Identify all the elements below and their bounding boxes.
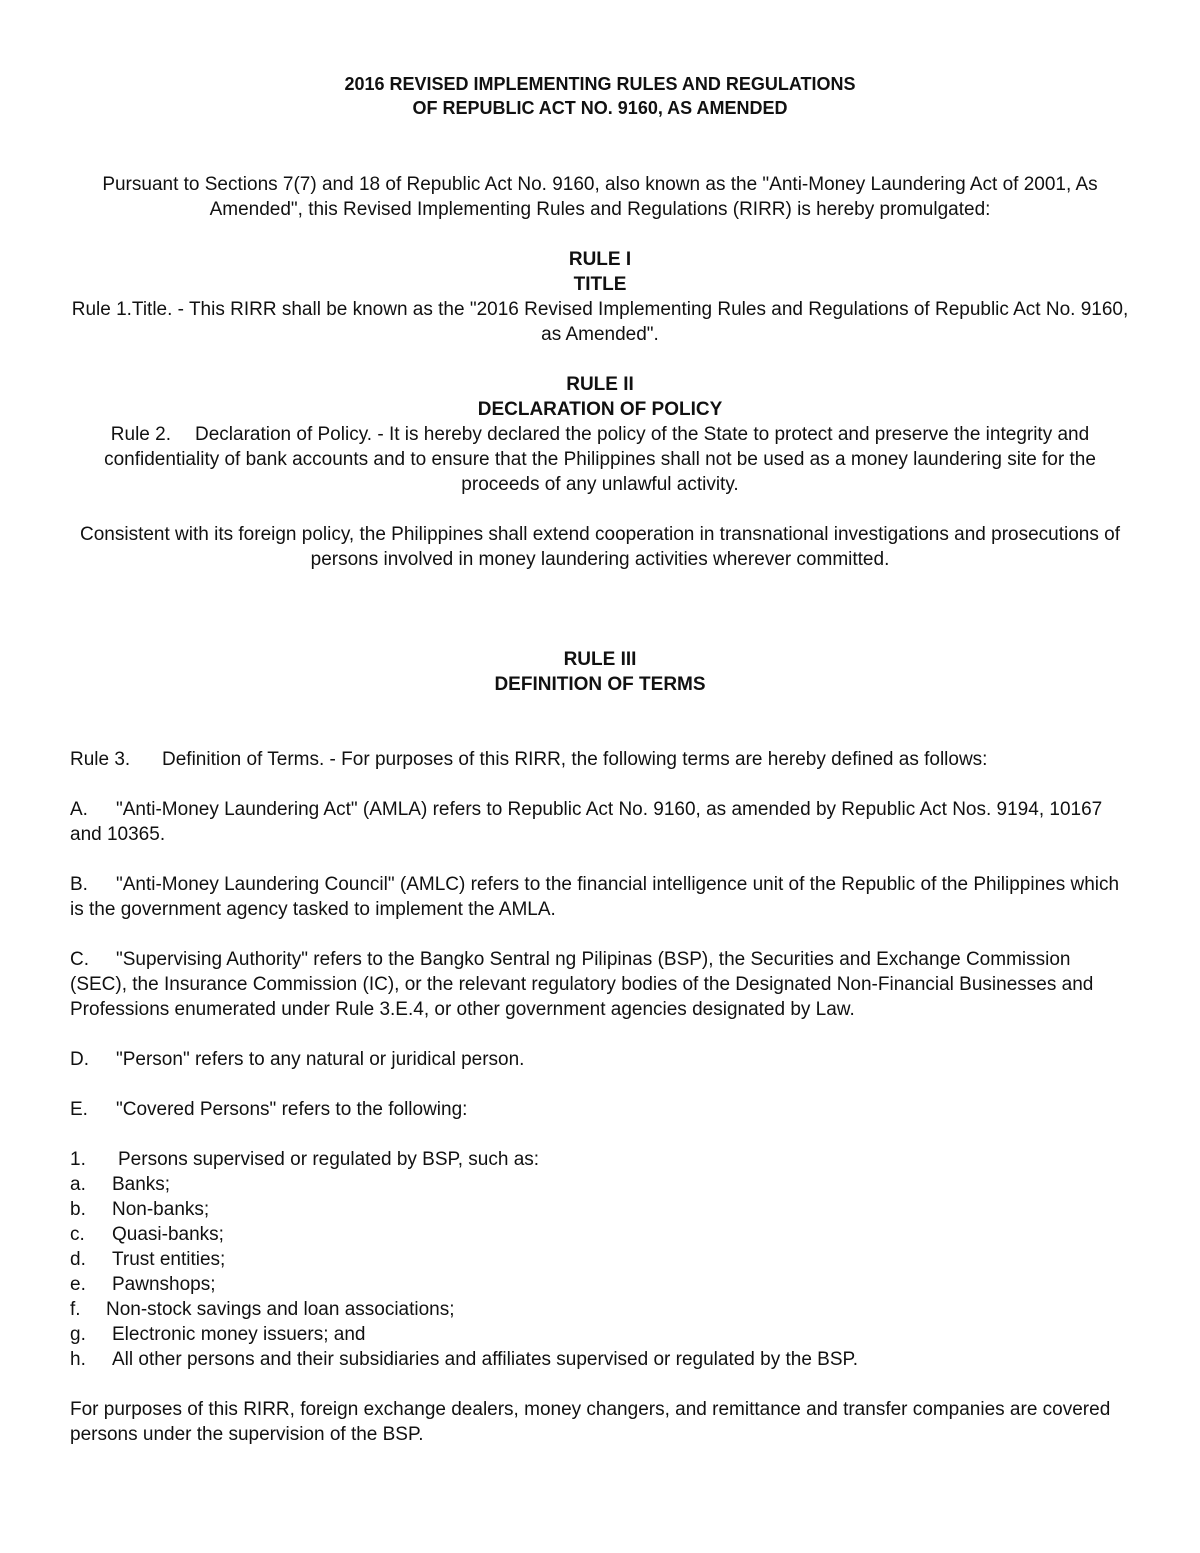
- rule-3-body: [70, 747, 1130, 772]
- list-item: [70, 1247, 1130, 1272]
- list-item: [70, 1172, 1130, 1197]
- list-text: Banks;: [112, 1174, 171, 1195]
- definition-letter: D.: [70, 1049, 89, 1070]
- rule-3-number: RULE III: [563, 649, 637, 670]
- rule-3-heading: DEFINITION OF TERMS: [494, 674, 706, 695]
- list-text: Pawnshops;: [112, 1274, 216, 1295]
- rule-3-section: [70, 647, 1130, 1447]
- rule-2-text: - It is hereby declared the policy of the State to protect and preserve the integrity and confidentiality of bank accounts and to ensure that the Philippines shall not be used as a money laundering site for the proceeds of any unlawful activity.: [104, 424, 1096, 495]
- definition-text: "Person" refers to any natural or juridical person.: [116, 1049, 525, 1070]
- covered-item-1: [70, 1147, 1130, 1172]
- list-text: Trust entities;: [112, 1249, 226, 1270]
- definition-E: [70, 1097, 1130, 1122]
- definition-letter: A.: [70, 799, 88, 820]
- bsp-entity-list: [70, 1172, 1130, 1372]
- definition-letter: E.: [70, 1099, 88, 1120]
- definition-A: [70, 797, 1130, 847]
- definition-text: "Covered Persons" refers to the following:: [116, 1099, 468, 1120]
- item-text: Persons supervised or regulated by BSP, such as:: [118, 1149, 540, 1170]
- document-title-line1: 2016 REVISED IMPLEMENTING RULES AND REGULATIONS: [344, 74, 856, 94]
- rule-3-label: Rule 3.: [70, 749, 131, 770]
- rule-2-number: RULE II: [566, 374, 634, 395]
- rule-3-subject: Definition of Terms.: [162, 749, 325, 770]
- definition-B: [70, 872, 1130, 922]
- rule-1-number: RULE I: [568, 249, 632, 270]
- definition-D: [70, 1047, 1130, 1072]
- list-item: [70, 1297, 1130, 1322]
- list-letter: h.: [70, 1349, 86, 1370]
- list-item: [70, 1197, 1130, 1222]
- rule-3-text: - For purposes of this RIRR, the following terms are hereby defined as follows:: [324, 749, 988, 770]
- rule-2-heading: DECLARATION OF POLICY: [477, 399, 723, 420]
- list-item: [70, 1222, 1130, 1247]
- list-letter: g.: [70, 1324, 86, 1345]
- rule-1-text: - This RIRR shall be known as the "2016 Revised Implementing Rules and Regulations of Republic Act No. 9160, as Amended".: [172, 299, 1129, 345]
- list-letter: c.: [70, 1224, 85, 1245]
- rule-2-subject: Declaration of Policy.: [195, 424, 373, 445]
- document-page: [70, 72, 1130, 1447]
- list-item: [70, 1272, 1130, 1297]
- rule-2-section: [70, 372, 1130, 572]
- rule-1-section: [70, 247, 1130, 347]
- document-title-line2: OF REPUBLIC ACT NO. 9160, AS AMENDED: [412, 98, 788, 118]
- rule-2-label: Rule 2.: [110, 424, 171, 445]
- list-letter: b.: [70, 1199, 86, 1220]
- list-text: All other persons and their subsidiaries and affiliates supervised or regulated by the BSP.: [112, 1349, 859, 1370]
- rule-1-heading: TITLE: [573, 274, 627, 295]
- definition-C: [70, 947, 1130, 1022]
- definition-text: "Anti-Money Laundering Council" (AMLC) refers to the financial intelligence unit of the Republic of the Philippines which is the government agency tasked to implement the AMLA.: [70, 874, 1120, 920]
- list-letter: f.: [70, 1299, 81, 1320]
- definition-text: "Anti-Money Laundering Act" (AMLA) refers to Republic Act No. 9160, as amended by Republic Act Nos. 9194, 10167 and 10365.: [70, 799, 1103, 845]
- definition-letter: C.: [70, 949, 89, 970]
- rule-2-body: [70, 422, 1130, 497]
- rule-1-label: Rule 1.Title.: [71, 299, 173, 320]
- list-text: Electronic money issuers; and: [112, 1324, 366, 1345]
- list-text: Quasi-banks;: [112, 1224, 224, 1245]
- definition-text: "Supervising Authority" refers to the Bangko Sentral ng Pilipinas (BSP), the Securities and Exchange Commission (SEC), the Insurance Commission (IC), or the relevant regulatory bodies of the Designated Non-Financial Businesses and Professions enumerated under Rule 3.E.4, or other government agencies designated by Law.: [70, 949, 1094, 1020]
- item-number: 1.: [70, 1149, 86, 1170]
- list-text: Non-stock savings and loan associations;: [106, 1299, 455, 1320]
- list-letter: d.: [70, 1249, 86, 1270]
- rule-2-paragraph-2: Consistent with its foreign policy, the Philippines shall extend cooperation in transnational investigations and prosecutions of persons involved in money laundering activities wherever committed.: [80, 524, 1120, 570]
- definition-letter: B.: [70, 874, 88, 895]
- intro-paragraph: Pursuant to Sections 7(7) and 18 of Republic Act No. 9160, also known as the "Anti-Money Laundering Act of 2001, As Amended", this Revised Implementing Rules and Regulations (RIRR) is hereby promulgated:: [102, 174, 1098, 220]
- rule-1-body: [70, 297, 1130, 347]
- list-item: [70, 1322, 1130, 1347]
- list-letter: a.: [70, 1174, 86, 1195]
- closing-paragraph: For purposes of this RIRR, foreign exchange dealers, money changers, and remittance and transfer companies are covered persons under the supervision of the BSP.: [70, 1399, 1111, 1445]
- list-item: [70, 1347, 1130, 1372]
- list-text: Non-banks;: [112, 1199, 210, 1220]
- list-letter: e.: [70, 1274, 86, 1295]
